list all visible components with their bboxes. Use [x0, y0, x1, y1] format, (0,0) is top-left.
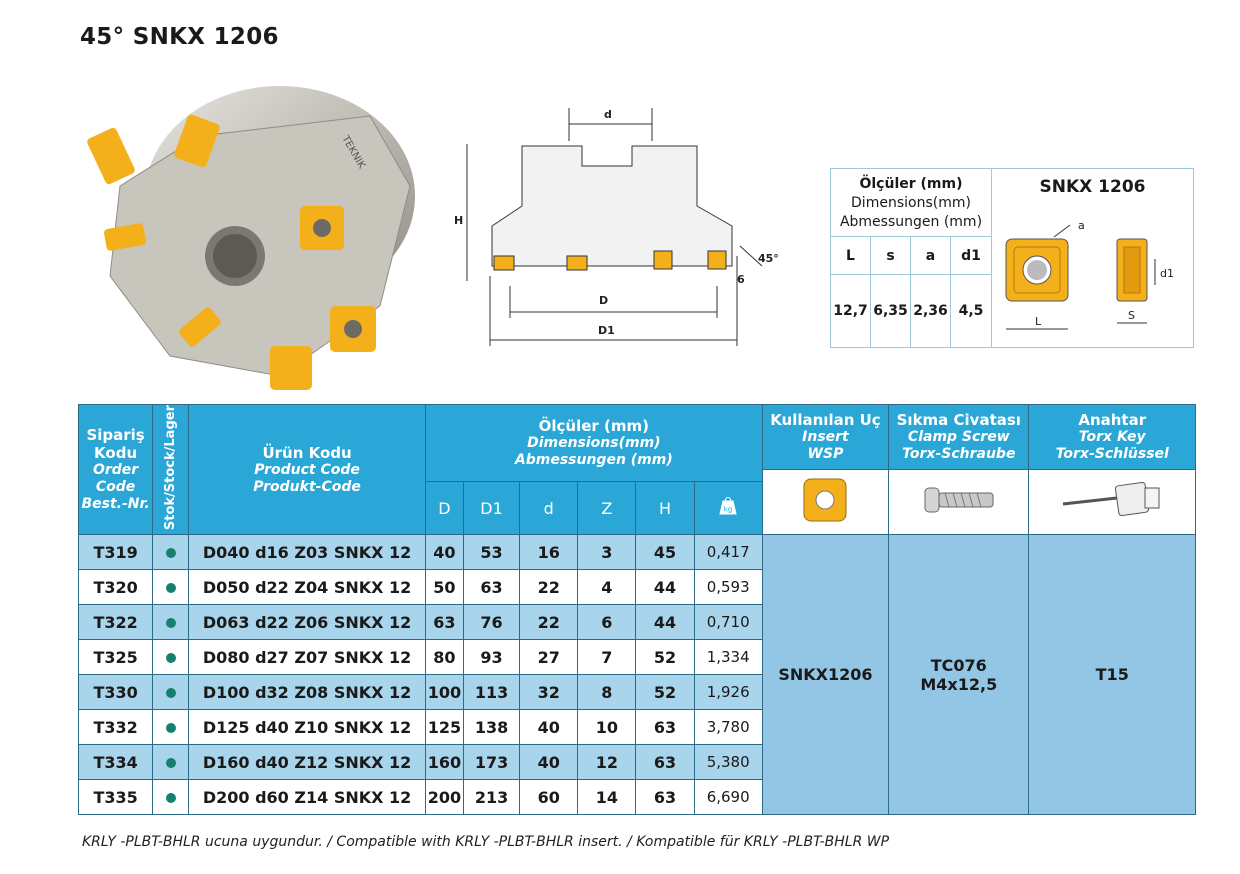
spec-value-s: 6,35 — [871, 275, 911, 347]
screw-header: Sıkma Civatası Clamp Screw Torx-Schraube — [889, 405, 1029, 470]
table-row: T334 D160 d40 Z12 SNKX 12 160 173 40 12 63 5,380 — [79, 745, 1196, 780]
stock-dot — [166, 583, 176, 593]
dim-D-label: D — [599, 294, 609, 307]
table-row: T322 D063 d22 Z06 SNKX 12 63 76 22 6 44 0,710 — [79, 605, 1196, 640]
dim-col-d: d — [520, 482, 578, 535]
page-title: 45° SNKX 1206 — [80, 24, 279, 50]
weight-icon — [694, 482, 762, 535]
stock-dot — [166, 688, 176, 698]
stock-dot — [166, 758, 176, 768]
table-row: T319 D040 d16 Z03 SNKX 12 40 53 16 3 45 0,417 SNKX1206 TC076 M4x12,5 T15 — [79, 535, 1196, 570]
spec-label-d1: d1 — [951, 237, 991, 275]
insert-spec-box — [830, 168, 1194, 348]
product-code-header: Ürün Kodu Product Code Produkt-Code — [189, 405, 426, 535]
dim-col-D: D — [425, 482, 463, 535]
svg-text:kg: kg — [723, 505, 733, 514]
spec-grid — [831, 237, 991, 347]
clamp-screw-icon — [889, 470, 1029, 535]
milling-cutter-image — [80, 76, 425, 401]
stock-dot — [166, 618, 176, 628]
stock-header: Stok/Stock/Lager — [153, 405, 189, 535]
insert-icon — [762, 470, 888, 535]
footnote: KRLY -PLBT-BHLR ucuna uygundur. / Compatible with KRLY -PLBT-BHLR insert. / Kompatible für KRLY -PLBT-BHLR WP — [82, 834, 890, 850]
insert-name: SNKX 1206 — [1039, 177, 1146, 197]
spec-value-d1: 4,5 — [958, 303, 984, 319]
insert-diagram — [992, 197, 1192, 337]
spec-title-en: Dimensions(mm) — [851, 195, 971, 211]
table-row: T335 D200 d60 Z14 SNKX 12 200 213 60 14 63 6,690 — [79, 780, 1196, 815]
key-value: T15 — [1029, 535, 1196, 815]
diag-d1-label: d1 — [1160, 267, 1174, 280]
spec-label-a: a — [911, 237, 951, 275]
torx-key-icon — [1029, 470, 1196, 535]
stock-dot — [166, 723, 176, 733]
product-table — [78, 404, 1196, 815]
dim-D1-label: D1 — [598, 324, 615, 337]
key-header: Anahtar Torx Key Torx-Schlüssel — [1029, 405, 1196, 470]
spec-title: Ölçüler (mm) — [859, 176, 963, 192]
dim-col-H: H — [636, 482, 694, 535]
diag-S-label: S — [1128, 309, 1135, 322]
stock-dot — [166, 793, 176, 803]
stock-dot — [166, 653, 176, 663]
spec-title-de: Abmessungen (mm) — [839, 214, 983, 230]
spec-label-s: s — [871, 237, 911, 275]
table-row: T330 D100 d32 Z08 SNKX 12 100 113 32 8 52 1,926 — [79, 675, 1196, 710]
order-code-header: Sipariş Kodu Order Code Best.-Nr. — [79, 405, 153, 535]
svg-text:TEKNIK: TEKNIK — [339, 134, 367, 171]
diag-L-label: L — [1035, 315, 1042, 328]
dimensions-header: Ölçüler (mm) Dimensions(mm) Abmessungen (mm) — [425, 405, 762, 482]
dim-col-D1: D1 — [463, 482, 519, 535]
table-row: T332 D125 d40 Z10 SNKX 12 125 138 40 10 63 3,780 — [79, 710, 1196, 745]
spec-label-L: L — [831, 237, 871, 275]
table-row: T320 D050 d22 Z04 SNKX 12 50 63 22 4 44 0,593 — [79, 570, 1196, 605]
dim-d-label: d — [604, 108, 612, 121]
technical-drawing — [452, 96, 792, 358]
dim-h-label: H — [454, 214, 464, 227]
insert-value: SNKX1206 — [762, 535, 888, 815]
screw-value: TC076 M4x12,5 — [889, 535, 1029, 815]
spec-value-L: 12,7 — [831, 275, 871, 347]
stock-dot — [166, 548, 176, 558]
insert-header: Kullanılan Uç Insert WSP — [762, 405, 888, 470]
diag-a-label: a — [1078, 219, 1085, 232]
spec-value-a: 2,36 — [911, 275, 951, 347]
dim-col-Z: Z — [578, 482, 636, 535]
table-row: T325 D080 d27 Z07 SNKX 12 80 93 27 7 52 1,334 — [79, 640, 1196, 675]
angle-label: 45° — [758, 252, 779, 265]
dim-6-label: 6 — [737, 273, 745, 286]
